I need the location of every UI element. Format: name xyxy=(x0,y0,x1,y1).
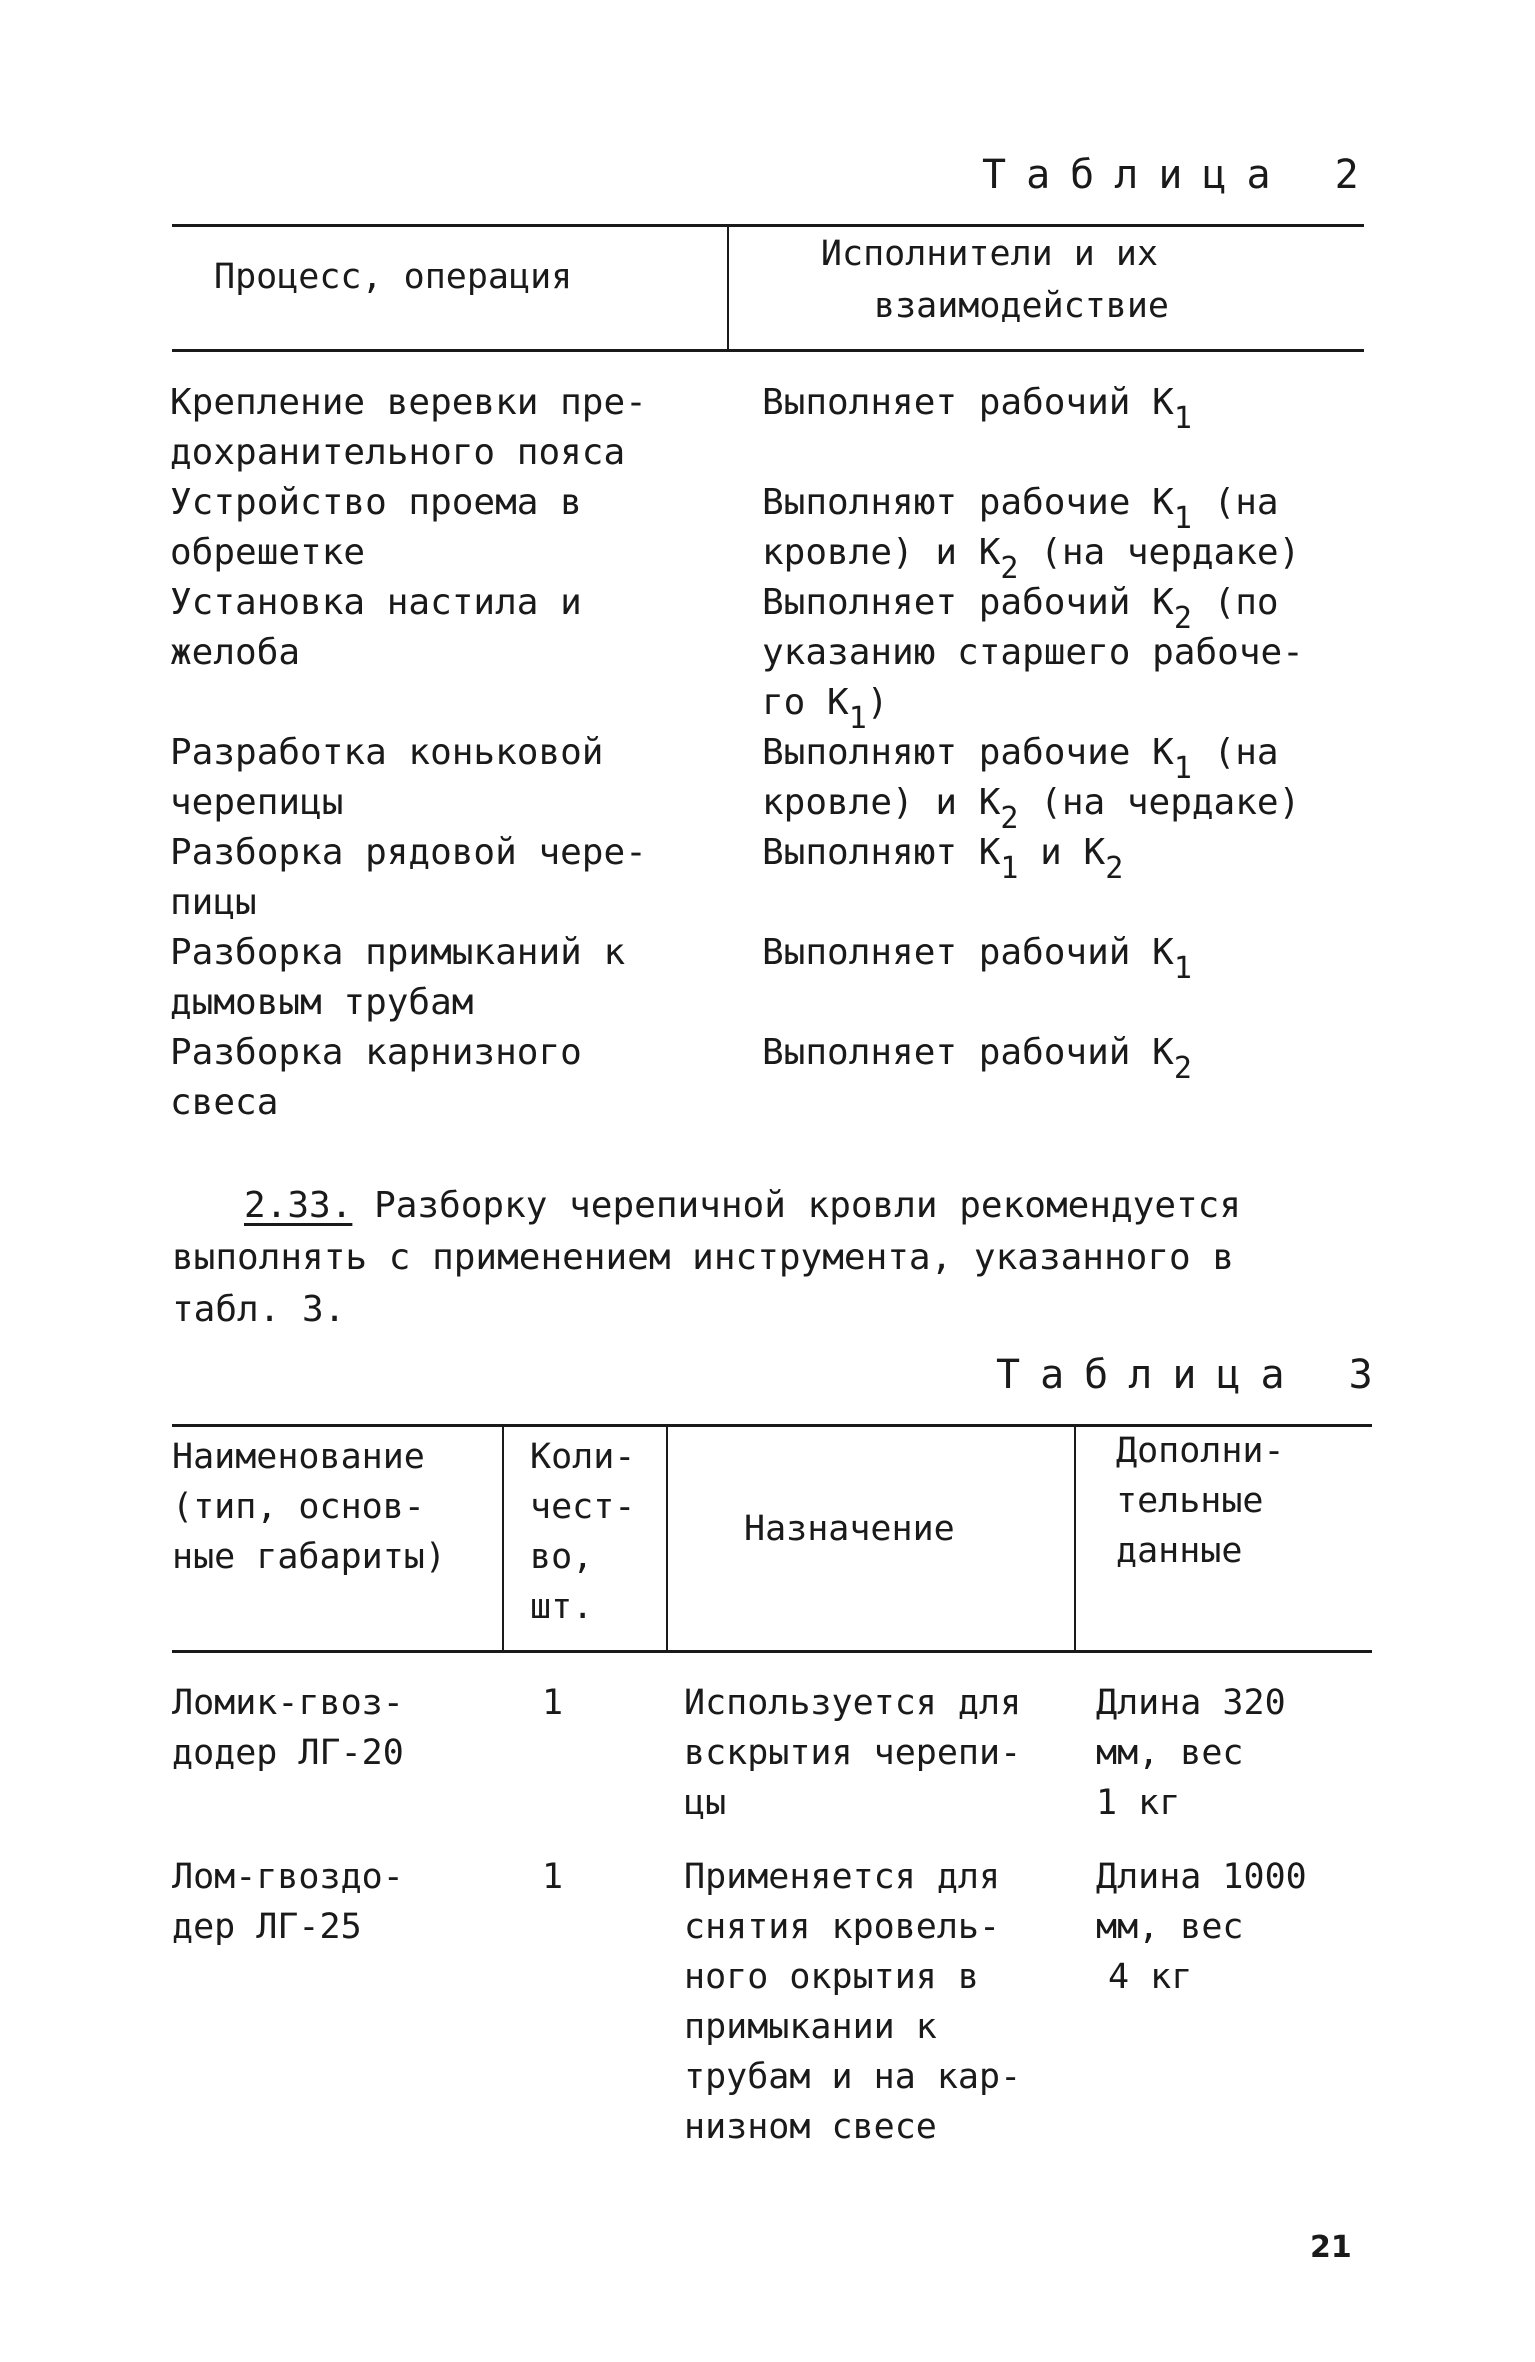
table2-process-cell xyxy=(170,578,582,678)
subscript: 2 xyxy=(1105,851,1124,886)
table2-performer-cell xyxy=(762,478,1301,586)
table2-cell-line: Разборка карнизного xyxy=(170,1032,582,1073)
paragraph-line-text: Разборку черепичной кровли рекомендуется xyxy=(374,1185,1242,1226)
subscript: 1 xyxy=(1000,851,1019,886)
table2-text: (на чердаке) xyxy=(1018,782,1301,823)
table3-cell-line: вскрытия черепи- xyxy=(684,1733,1022,1773)
table3-cell-line: примыкании к xyxy=(684,2007,937,2047)
paragraph-2-33 xyxy=(172,1180,1241,1336)
table3-header-qty-line: шт. xyxy=(530,1587,594,1627)
table2-cell-line xyxy=(762,1028,1192,1086)
table2-text: кровле) и К xyxy=(762,782,1001,823)
table2-process-cell xyxy=(170,478,582,578)
table3-row2-name xyxy=(172,1852,404,1952)
table3-cell-line: 1 кг xyxy=(1096,1783,1181,1823)
table2-cell-line: Разработка коньковой xyxy=(170,732,604,773)
table3-row2-extra xyxy=(1096,1852,1307,2002)
table3-header-name-line: Наименование xyxy=(172,1437,425,1477)
table2-cell-line xyxy=(762,528,1301,586)
table2-cell-line xyxy=(762,628,1304,678)
table2-text: (на чердаке) xyxy=(1018,532,1301,573)
table2-cell-line xyxy=(762,378,1192,436)
table2-process-cell xyxy=(170,828,647,928)
page-number: 21 xyxy=(1310,2230,1352,2265)
table2-header-performers-line: взаимодействие xyxy=(874,286,1170,326)
paragraph-line xyxy=(172,1180,1241,1232)
table3-header-name xyxy=(172,1432,446,1582)
table2-top-rule xyxy=(172,224,1364,227)
table2-cell-line xyxy=(762,478,1300,536)
paragraph-number: 2.33. xyxy=(244,1185,353,1226)
table3-header-qty-line: чест- xyxy=(530,1487,636,1527)
subscript: 2 xyxy=(1173,1051,1192,1086)
table3-cell-line: дер ЛГ-25 xyxy=(172,1907,362,1947)
table2-cell-line: дохранительного пояса xyxy=(170,432,626,473)
table2-header-rule xyxy=(172,349,1364,352)
table3-cell-line: Ломик-гвоз- xyxy=(172,1683,404,1723)
table2-cell-line: обрешетке xyxy=(170,532,366,573)
table2-process-cell xyxy=(170,378,647,478)
table2-text: Выполняют рабочие К xyxy=(762,732,1174,773)
table3-header-qty xyxy=(530,1432,635,1632)
table2-process-cell xyxy=(170,928,625,1028)
table3-cell-line: низном свесе xyxy=(684,2107,937,2147)
table3-cell-line: трубам и на кар- xyxy=(684,2057,1022,2097)
table2-cell-line: свеса xyxy=(170,1082,279,1123)
table3-divider-3 xyxy=(1074,1424,1076,1652)
table2-text: (на xyxy=(1191,732,1279,773)
table3-row2-qty: 1 xyxy=(542,1857,564,1897)
table2-cell-line xyxy=(762,678,1304,736)
table2-cell-line: пицы xyxy=(170,882,257,923)
table2-text: го К xyxy=(762,682,849,723)
table2-text: Выполняет рабочий К xyxy=(762,932,1174,973)
table3-header-purpose: Назначение xyxy=(744,1509,955,1549)
table2-text: Выполняет рабочий К xyxy=(762,582,1174,623)
table2-cell-line xyxy=(762,728,1300,786)
table2-cell-line: Крепление веревки пре- xyxy=(170,382,647,423)
table2-header-performers-line: Исполнители и их xyxy=(820,234,1159,274)
table2-text: ) xyxy=(866,682,889,723)
table3-cell-line: снятия кровель- xyxy=(684,1907,1001,1947)
table3-divider-1 xyxy=(502,1424,504,1652)
table3-row1-extra xyxy=(1096,1678,1286,1828)
table2-text: (по xyxy=(1191,582,1279,623)
table3-cell-line: цы xyxy=(684,1783,727,1823)
table3-cell-line: мм, вес xyxy=(1096,1907,1244,1947)
table2-cell-line xyxy=(762,928,1192,986)
table2-process-cell xyxy=(170,1028,582,1128)
table3-header-name-line: (тип, основ- xyxy=(172,1487,425,1527)
table2-cell-line xyxy=(762,828,1124,886)
paragraph-line: табл. 3. xyxy=(172,1289,346,1330)
table2-text: Выполняет рабочий К xyxy=(762,382,1174,423)
table3-header-extra-line: данные xyxy=(1116,1531,1243,1571)
table2-performer-cell xyxy=(762,1028,1192,1086)
table3-header-qty-line: во, xyxy=(530,1537,594,1577)
table2-text: (на xyxy=(1191,482,1279,523)
table2-performer-cell xyxy=(762,928,1192,986)
table3-header-rule xyxy=(172,1650,1372,1653)
table3-header-name-line: ные габариты) xyxy=(172,1537,446,1577)
table3-row2-purpose xyxy=(684,1852,1021,2152)
table2-cell-line: Установка настила и xyxy=(170,582,582,623)
table2-text: Выполняет рабочий К xyxy=(762,1032,1174,1073)
table2-header-process: Процесс, операция xyxy=(214,257,573,297)
subscript: 1 xyxy=(1173,751,1192,786)
table2-text: и К xyxy=(1018,832,1106,873)
table3-row1-name xyxy=(172,1678,404,1778)
table2-header-performers xyxy=(810,228,1169,332)
table3-cell-line: Применяется для xyxy=(684,1857,1001,1897)
table2-text: Выполняют К xyxy=(762,832,1001,873)
table2-cell-line: черепицы xyxy=(170,782,344,823)
table2-cell-line: дымовым трубам xyxy=(170,982,474,1023)
table3-header-extra xyxy=(1116,1426,1285,1576)
table2-performer-cell xyxy=(762,728,1301,836)
table2-text: кровле) и К xyxy=(762,532,1001,573)
table2-cell-line: Устройство проема в xyxy=(170,482,582,523)
table2-cell-line: Разборка примыканий к xyxy=(170,932,626,973)
table3-cell-line: Используется для xyxy=(684,1683,1022,1723)
paragraph-line: выполнять с применением инструмента, указанного в xyxy=(172,1237,1235,1278)
table2-text: Выполняют рабочие К xyxy=(762,482,1174,523)
table3-cell-line: мм, вес xyxy=(1096,1733,1244,1773)
table2-cell-line: Разборка рядовой чере- xyxy=(170,832,647,873)
table3-cell-line: Лом-гвоздо- xyxy=(172,1857,404,1897)
table2-text: указанию старшего рабоче- xyxy=(762,632,1304,673)
table3-header-extra-line: Дополни- xyxy=(1116,1431,1285,1471)
table2-caption: Таблица 2 xyxy=(982,152,1379,198)
subscript: 2 xyxy=(1173,601,1192,636)
table3-cell-line: ного окрытия в xyxy=(684,1957,980,1997)
table3-cell-line: Длина 320 xyxy=(1096,1683,1286,1723)
table3-cell-line: 4 кг xyxy=(1108,1957,1193,1997)
table3-divider-2 xyxy=(666,1424,668,1652)
table2-cell-line: желоба xyxy=(170,632,301,673)
table2-column-divider xyxy=(727,224,729,351)
table3-row1-purpose xyxy=(684,1678,1021,1828)
table3-caption: Таблица 3 xyxy=(996,1352,1393,1398)
table2-cell-line xyxy=(762,578,1304,636)
table2-cell-line xyxy=(762,778,1301,836)
subscript: 1 xyxy=(1173,501,1192,536)
table3-cell-line: Длина 1000 xyxy=(1096,1857,1307,1897)
subscript: 1 xyxy=(848,701,867,736)
table2-process-cell xyxy=(170,728,603,828)
table3-cell-line: додер ЛГ-20 xyxy=(172,1733,404,1773)
subscript: 1 xyxy=(1173,401,1192,436)
table2-performer-cell xyxy=(762,578,1304,736)
table3-header-extra-line: тельные xyxy=(1116,1481,1264,1521)
table2-performer-cell xyxy=(762,828,1124,886)
table3-header-qty-line: Коли- xyxy=(530,1437,636,1477)
subscript: 2 xyxy=(1000,801,1019,836)
table3-row1-qty: 1 xyxy=(542,1683,564,1723)
table2-performer-cell xyxy=(762,378,1192,436)
subscript: 2 xyxy=(1000,551,1019,586)
subscript: 1 xyxy=(1173,951,1192,986)
